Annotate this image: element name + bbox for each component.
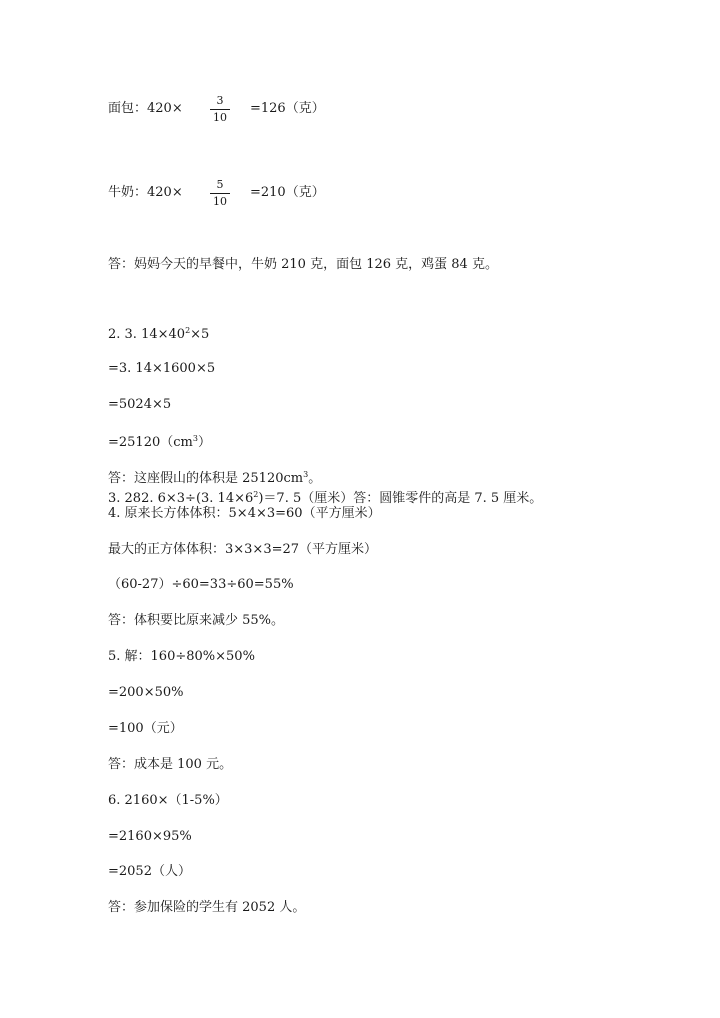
q5-answer-text: 答：成本是 100 元。 xyxy=(108,757,233,772)
q3-exp: 2 xyxy=(253,490,259,499)
q2-line-4-post: ） xyxy=(197,435,211,450)
bread-numerator: 3 xyxy=(216,94,224,107)
milk-result: =210（克） xyxy=(250,185,325,200)
answer-1 xyxy=(108,256,498,274)
q5-answer xyxy=(108,756,232,774)
q2-line-1 xyxy=(108,322,209,344)
q5-line-3-text: =100（元） xyxy=(108,721,183,736)
bread-line xyxy=(108,100,183,118)
q2-line-1-post: ×5 xyxy=(190,327,210,342)
milk-denominator: 10 xyxy=(213,195,227,208)
q4-answer-text: 答：体积要比原来减少 55%。 xyxy=(108,613,285,628)
q2-line-4 xyxy=(108,430,211,452)
q4-line-2 xyxy=(108,541,377,559)
milk-fraction xyxy=(210,178,230,208)
q4-line-3 xyxy=(108,576,294,594)
bread-result: =126（克） xyxy=(250,101,325,116)
q6-line-1-text: 6. 2160×（1-5%） xyxy=(108,793,228,808)
q2-answer-post: 。 xyxy=(308,471,322,486)
q5-line-1 xyxy=(108,648,255,666)
q5-line-1-text: 5. 解：160÷80%×50% xyxy=(108,649,255,664)
fraction-bar xyxy=(210,193,230,194)
q5-line-2-text: =200×50% xyxy=(108,685,184,700)
q2-answer-exp: 3 xyxy=(303,470,309,479)
q3-post: )＝7. 5（厘米）答：圆锥零件的高是 7. 5 厘米。 xyxy=(258,491,543,506)
q3-pre: 3. 282. 6×3÷(3. 14×6 xyxy=(108,491,254,506)
q6-line-3-text: =2052（人） xyxy=(108,864,191,879)
q2-line-1-exp: 2 xyxy=(185,326,191,335)
q2-line-4-pre: =25120（cm xyxy=(108,435,193,450)
q2-answer xyxy=(108,466,321,488)
answer-1-text: 答：妈妈今天的早餐中，牛奶 210 克，面包 126 克，鸡蛋 84 克。 xyxy=(108,257,498,272)
q5-line-3 xyxy=(108,720,183,738)
bread-prefix: 面包：420× xyxy=(108,101,183,116)
q2-line-3-text: =5024×5 xyxy=(108,397,172,412)
q2-line-3 xyxy=(108,396,171,414)
q6-line-3 xyxy=(108,863,191,881)
q6-answer-text: 答：参加保险的学生有 2052 人。 xyxy=(108,900,306,915)
milk-result-line xyxy=(250,184,325,202)
q4-line-3-text: （60-27）÷60=33÷60=55% xyxy=(108,577,294,592)
q5-line-2 xyxy=(108,684,184,702)
q2-line-2 xyxy=(108,360,215,378)
q4-answer xyxy=(108,612,284,630)
q4-line-1 xyxy=(108,505,381,523)
q6-line-1 xyxy=(108,792,228,810)
q6-answer xyxy=(108,899,305,917)
milk-prefix: 牛奶：420× xyxy=(108,185,183,200)
milk-line xyxy=(108,184,183,202)
milk-numerator: 5 xyxy=(216,178,224,191)
bread-denominator: 10 xyxy=(213,111,227,124)
q2-line-1-pre: 2. 3. 14×40 xyxy=(108,327,186,342)
bread-fraction xyxy=(210,94,230,124)
q2-line-4-exp: 3 xyxy=(192,434,198,443)
q6-line-2 xyxy=(108,828,192,846)
fraction-bar xyxy=(210,109,230,110)
q2-answer-pre: 答：这座假山的体积是 25120cm xyxy=(108,471,304,486)
bread-result-line xyxy=(250,100,325,118)
q2-line-2-text: =3. 14×1600×5 xyxy=(108,361,216,376)
q4-line-1-text: 4. 原来长方体体积：5×4×3=60（平方厘米） xyxy=(108,506,381,521)
q6-line-2-text: =2160×95% xyxy=(108,829,192,844)
q4-line-2-text: 最大的正方体体积：3×3×3=27（平方厘米） xyxy=(108,542,378,557)
